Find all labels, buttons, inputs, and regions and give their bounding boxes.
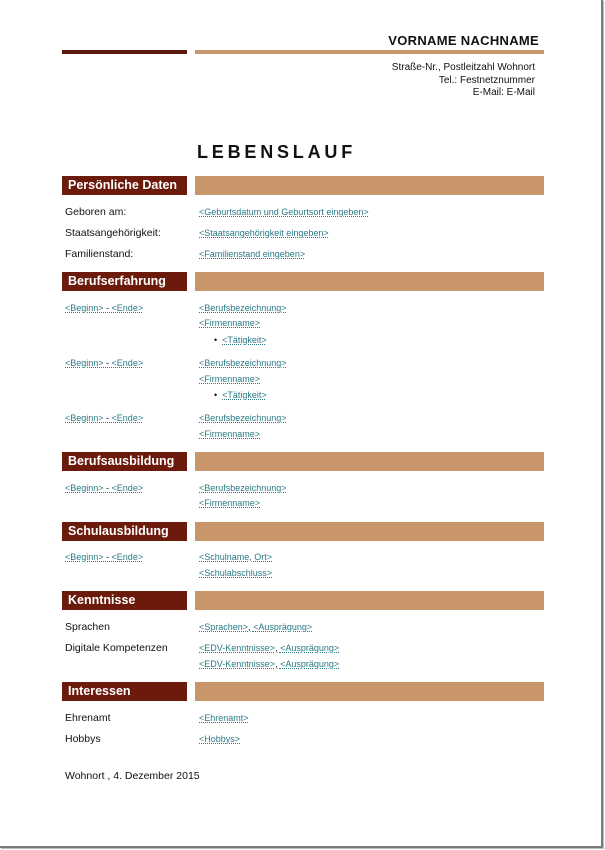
comma: ,: [275, 659, 281, 669]
date-range[interactable]: [65, 483, 143, 493]
start-field[interactable]: <Beginn>: [65, 358, 104, 368]
place-date-line: Wohnort , 4. Dezember 2015: [65, 770, 200, 782]
level-field[interactable]: <Ausprägung>: [280, 659, 340, 669]
section-heading: Kenntnisse: [62, 591, 187, 610]
activity-field[interactable]: <Tätigkeit>: [222, 390, 267, 400]
company-field[interactable]: <Firmenname>: [199, 498, 261, 508]
date-separator: -: [103, 358, 112, 368]
end-field[interactable]: <Ende>: [111, 483, 144, 493]
languages-row[interactable]: [199, 622, 312, 632]
contact-block: [392, 62, 535, 100]
job-title-field[interactable]: <Berufsbezeichnung>: [199, 413, 287, 423]
section-heading: Interessen: [62, 682, 187, 701]
languages-field[interactable]: <Sprachen>: [199, 622, 249, 632]
document-title: LEBENSLAUF: [197, 142, 356, 162]
birth-field[interactable]: <Geburtsdatum und Geburtsort eingeben>: [199, 207, 369, 217]
section-skills: [62, 591, 544, 610]
section-heading: Schulausbildung: [62, 522, 187, 541]
address-line: Straße-Nr., Postleitzahl Wohnort: [391, 62, 535, 73]
email-line: E-Mail: E-Mail: [472, 87, 535, 98]
hobbies-field[interactable]: <Hobbys>: [199, 734, 241, 744]
date-range[interactable]: [65, 552, 143, 562]
edv-row[interactable]: [199, 643, 339, 653]
date-range[interactable]: [65, 303, 143, 313]
row-label: Geboren am:: [65, 206, 127, 218]
row-label: Familienstand:: [65, 248, 134, 260]
header-bar-accent: [195, 50, 544, 54]
start-field[interactable]: <Beginn>: [65, 413, 104, 423]
company-field[interactable]: <Firmenname>: [199, 318, 261, 328]
section-school: [62, 522, 544, 541]
section-bar: [195, 272, 544, 291]
date-range[interactable]: [65, 358, 143, 368]
section-interests: [62, 682, 544, 701]
row-label: Staatsangehörigkeit:: [65, 227, 161, 239]
end-field[interactable]: <Ende>: [111, 303, 144, 313]
section-heading: Berufserfahrung: [62, 272, 187, 291]
date-separator: -: [103, 552, 112, 562]
section-experience: [62, 272, 544, 291]
date-separator: -: [103, 483, 112, 493]
marital-status-field[interactable]: <Familienstand eingeben>: [199, 249, 306, 259]
comma: ,: [275, 643, 281, 653]
start-field[interactable]: <Beginn>: [65, 303, 104, 313]
job-title-field[interactable]: <Berufsbezeichnung>: [199, 358, 287, 368]
job-title-field[interactable]: <Berufsbezeichnung>: [199, 303, 287, 313]
edv-field[interactable]: <EDV-Kenntnisse>: [199, 643, 276, 653]
end-field[interactable]: <Ende>: [111, 552, 144, 562]
header-bar-dark: [62, 50, 187, 54]
company-field[interactable]: <Firmenname>: [199, 429, 261, 439]
start-field[interactable]: <Beginn>: [65, 552, 104, 562]
school-name-field[interactable]: <Schulname, Ort>: [199, 552, 273, 562]
row-label: Digitale Kompetenzen: [65, 642, 168, 654]
comma: ,: [248, 622, 254, 632]
section-bar: [195, 452, 544, 471]
bullet-item: • <Tätigkeit>: [214, 390, 267, 400]
section-bar: [195, 682, 544, 701]
date-range[interactable]: [65, 413, 143, 423]
level-field[interactable]: <Ausprägung>: [280, 643, 340, 653]
start-field[interactable]: <Beginn>: [65, 483, 104, 493]
job-title-field[interactable]: <Berufsbezeichnung>: [199, 483, 287, 493]
company-field[interactable]: <Firmenname>: [199, 374, 261, 384]
section-heading: Persönliche Daten: [62, 176, 187, 195]
school-degree-field[interactable]: <Schulabschluss>: [199, 568, 273, 578]
end-field[interactable]: <Ende>: [111, 413, 144, 423]
date-separator: -: [103, 303, 112, 313]
edv-field[interactable]: <EDV-Kenntnisse>: [199, 659, 276, 669]
row-label: Ehrenamt: [65, 712, 111, 724]
row-label: Hobbys: [65, 733, 101, 745]
volunteer-field[interactable]: <Ehrenamt>: [199, 713, 249, 723]
section-bar: [195, 176, 544, 195]
section-bar: [195, 591, 544, 610]
section-heading: Berufsausbildung: [62, 452, 187, 471]
activity-field[interactable]: <Tätigkeit>: [222, 335, 267, 345]
nationality-field[interactable]: <Staatsangehörigkeit eingeben>: [199, 228, 329, 238]
section-personal: [62, 176, 544, 195]
section-training: [62, 452, 544, 471]
end-field[interactable]: <Ende>: [111, 358, 144, 368]
applicant-name: VORNAME NACHNAME: [388, 33, 539, 48]
section-bar: [195, 522, 544, 541]
bullet-item: • <Tätigkeit>: [214, 335, 267, 345]
date-separator: -: [103, 413, 112, 423]
phone-line: Tel.: Festnetznummer: [438, 74, 535, 86]
row-label: Sprachen: [65, 621, 110, 633]
level-field[interactable]: <Ausprägung>: [253, 622, 313, 632]
edv-row[interactable]: [199, 659, 339, 669]
